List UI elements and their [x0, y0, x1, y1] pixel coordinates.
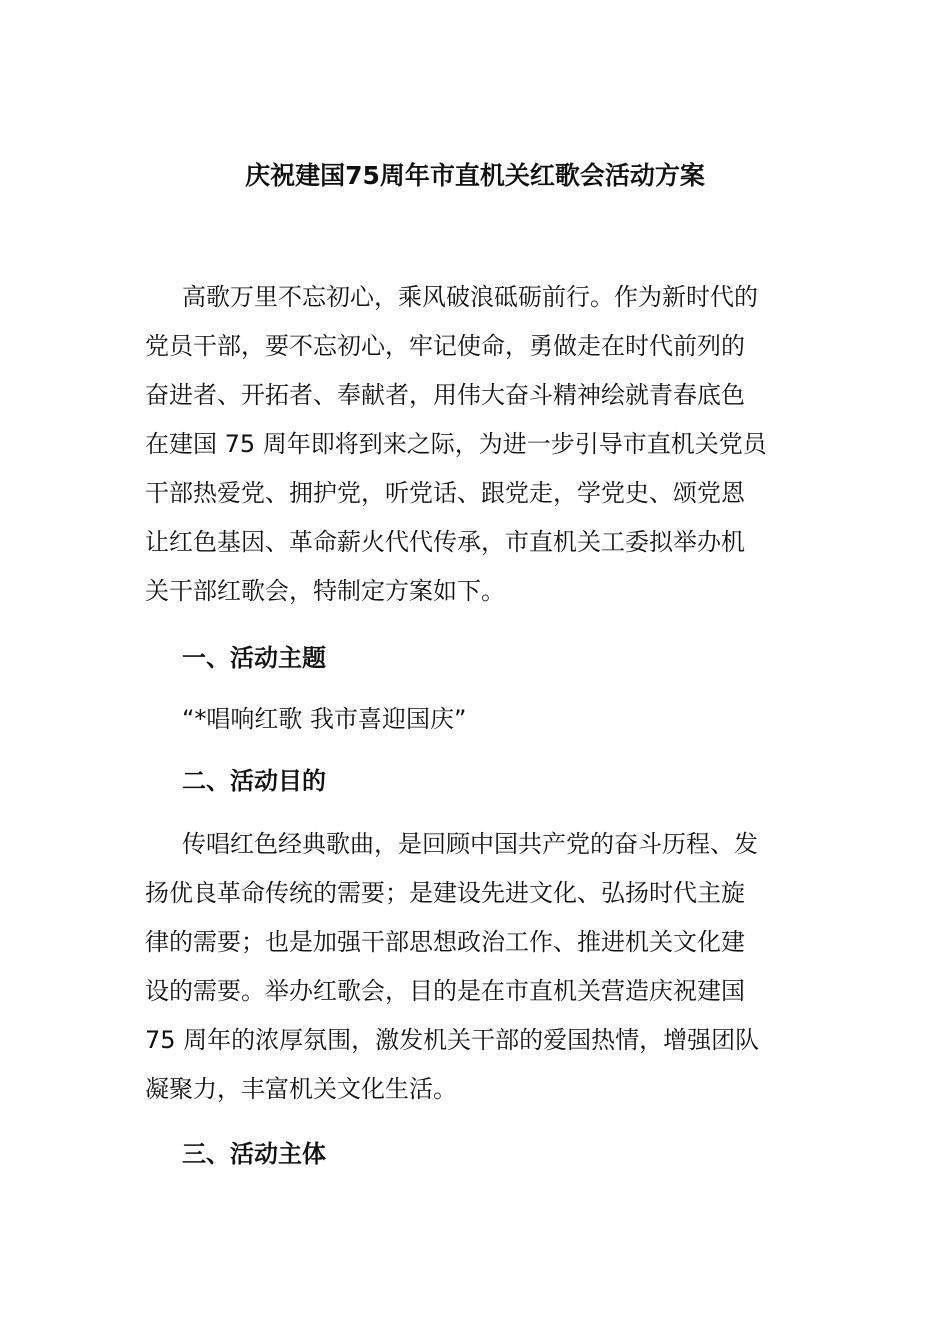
paragraph-line: 奋进者、开拓者、奉献者，用伟大奋斗精神绘就青春底色 — [145, 381, 745, 409]
paragraph-line: 扬优良革命传统的需要；是建设先进文化、弘扬时代主旋 — [145, 879, 745, 907]
paragraph-line: 高歌万里不忘初心，乘风破浪砥砺前行。作为新时代的 — [182, 283, 758, 311]
section-heading-purpose: 二、活动目的 — [182, 767, 326, 795]
section-heading-subject: 三、活动主体 — [182, 1140, 326, 1168]
paragraph-line: 传唱红色经典歌曲，是回顾中国共产党的奋斗历程、发 — [182, 830, 758, 858]
paragraph-line: 凝聚力，丰富机关文化生活。 — [145, 1075, 457, 1103]
paragraph-line: 律的需要；也是加强干部思想政治工作、推进机关文化建 — [145, 928, 745, 956]
activity-slogan: “*唱响红歌 我市喜迎国庆” — [182, 705, 467, 733]
paragraph-line: 干部热爱党、拥护党，听党话、跟党走，学党史、颂党恩 — [145, 479, 745, 507]
intro-paragraph — [145, 273, 767, 616]
paragraph-line: 设的需要。举办红歌会，目的是在市直机关营造庆祝建国 — [145, 977, 745, 1005]
paragraph-line: 75 周年的浓厚氛围，激发机关干部的爱国热情，增强团队 — [145, 1026, 760, 1054]
document-title: 庆祝建国75周年市直机关红歌会活动方案 — [245, 161, 705, 190]
section-heading-theme: 一、活动主题 — [182, 644, 326, 672]
paragraph-line: 党员干部，要不忘初心，牢记使命，勇做走在时代前列的 — [145, 332, 745, 360]
purpose-paragraph — [145, 820, 759, 1114]
paragraph-line: 在建国 75 周年即将到来之际，为进一步引导市直机关党员 — [145, 430, 767, 458]
paragraph-line: 让红色基因、革命薪火代代传承，市直机关工委拟举办机 — [145, 528, 745, 556]
paragraph-line: 关干部红歌会，特制定方案如下。 — [145, 577, 505, 605]
